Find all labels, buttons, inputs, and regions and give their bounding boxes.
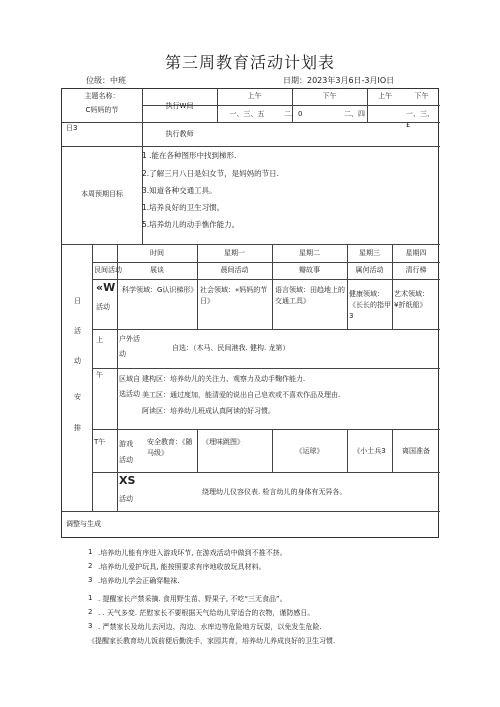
divider: [117, 244, 118, 511]
morning-fri: 清行梯: [405, 266, 427, 274]
exec-days-3: 二、四: [344, 110, 365, 118]
exec-days-4: 一、三、£: [406, 110, 434, 129]
divider: [92, 368, 440, 369]
morning-label: 艮间活动: [94, 266, 122, 274]
edu-label-2: 活动: [96, 303, 110, 311]
reminder-text: . . 天气多变. 茫慰家长不要根据天气给幼儿穿适合的衣物，谨防感日。: [98, 609, 315, 617]
side-label: 安: [74, 393, 81, 401]
outdoor-label: 户外活: [119, 335, 140, 343]
goal-item: 2.了解三月八日是妇女节，是妈妈的节日.: [142, 169, 280, 178]
am-label-2: 午: [96, 371, 103, 379]
game-wed: 《运球》: [295, 447, 324, 455]
area-label: 区域自: [119, 375, 140, 383]
divider: [92, 262, 440, 263]
weekday-header: 时间: [150, 249, 164, 257]
class-label: 位级：中班: [86, 76, 126, 85]
morning-mon: 展谈: [150, 266, 164, 274]
weekday-header: 星期三: [359, 249, 380, 257]
reminder-num: 3: [88, 622, 93, 630]
theme-name: C妈妈的节: [85, 106, 119, 114]
divider: [62, 122, 440, 123]
weekday-header: 星期二: [299, 249, 320, 257]
xs-text: 绕理幼儿仪容仪表. 检言幼儿的身体有无异各。: [202, 488, 347, 496]
weekday-header: 星期一: [224, 249, 245, 257]
divider: [92, 279, 440, 280]
area-label-2: 选活动: [119, 390, 140, 398]
reflection-text: .培养幼儿学会正确穿鞋袜.: [98, 577, 180, 585]
adjust-label: 调整与生成: [66, 520, 101, 528]
reflection-text: .培养幼儿爱护玩具, 能按照要求有序地收放玩具材料。: [98, 563, 266, 571]
morning-thu: 属何活动: [355, 266, 384, 274]
divider: [62, 146, 440, 147]
reflection-text: .培养幼儿能有序进入游戏环节, 在游戏活动中做到不推不挤。: [98, 549, 287, 557]
side-label: 动: [74, 357, 81, 365]
exec-days-2: 二、0: [284, 110, 303, 118]
edu-fri: 艺术领域：¥折纸船》: [394, 290, 429, 309]
divider: [92, 429, 440, 430]
am-label: 上: [96, 336, 103, 344]
side-label: 排: [74, 424, 81, 432]
exec-col-am1: 上午: [247, 92, 262, 100]
exec-col-am2: 上午: [378, 92, 392, 100]
divider: [92, 244, 93, 511]
edu-thu: 健康领域：《长长的指甲3: [349, 290, 391, 320]
morning-wed: 瓣故事: [299, 266, 320, 274]
reflection-num: 1: [88, 548, 93, 556]
morning-tue: 晨间活动: [220, 266, 249, 274]
reminder-text: . 严禁家长及幼儿去河边、沟边、水库边等危险地方玩耍，以免发生危险.: [98, 623, 322, 631]
theme-name-cont: 日3: [66, 124, 78, 132]
game-label-2: 活动: [119, 456, 133, 464]
reminder-text: . 提醒家长产禁采摘. 食用野生苗、野果子, 不吃“三无食品”。: [98, 595, 287, 603]
edu-tue: 社会领域：«妈妈的节日》: [200, 286, 268, 305]
game-thu: 《小土兵3: [353, 447, 386, 455]
reminder-num: 2: [88, 608, 93, 616]
exec-col-pm2: 下午: [414, 92, 429, 100]
goal-item: 1.培养良好的卫生习惯。: [142, 203, 225, 212]
exec-teacher-label: 执行教师: [165, 130, 194, 138]
weekday-header: 星期四: [405, 249, 427, 257]
side-label: 活: [74, 327, 81, 335]
page-title: 第三周教育活动计划表: [164, 53, 335, 72]
theme-label: 主题名称：: [84, 92, 120, 100]
divider: [92, 472, 440, 473]
reminder-text: 《提醒家长教育幼儿饭前便后勤洗手，家园共育，培养幼儿养成良好的卫生习惯.: [88, 637, 336, 645]
area-line: 美工区：通过度加，能清爱的说出自己皂欢或不喜欢作品及理由.: [142, 391, 341, 399]
goal-item: 1 .能在各种图形中找到梯形.: [142, 151, 237, 160]
goal-item: 3.知道各种交通工具。: [142, 186, 217, 195]
edu-label: «W: [96, 281, 116, 294]
reflection-num: 3: [88, 576, 93, 584]
game-mon: 安全教育：《随马级》: [147, 438, 193, 457]
outdoor-text: 自选：（木马、民间港我. 健构. 龙第）: [172, 344, 290, 352]
edu-mon: 科学领域：G认识梯形》: [122, 286, 198, 294]
exec-time-label: 执行W间: [165, 102, 194, 110]
goal-item: 5.培养幼儿的动手憔作能力。: [142, 220, 240, 229]
goals-label: 本周预期目标: [81, 190, 123, 198]
plan-table: [61, 88, 439, 538]
edu-wed: 语言领域：田趋地上的交通工具》: [275, 286, 345, 305]
reflection-num: 2: [88, 562, 93, 570]
pm-label: T午: [94, 438, 106, 446]
date-label: 日期：2023年3月6日-3月IO日: [283, 76, 395, 85]
game-tue: 《埋味跳图》: [202, 438, 244, 446]
exec-days-1: 一、三、五: [229, 110, 265, 118]
area-line: 阿读区：培养幼儿班成认真阿读的好习惯。: [142, 407, 275, 415]
exec-col-pm1: 下午: [322, 92, 337, 100]
outdoor-label-2: 动: [119, 350, 126, 358]
side-label: 日: [74, 297, 81, 305]
divider: [197, 429, 198, 472]
xs-label: XS: [119, 474, 136, 487]
game-fri: 离国准备: [402, 447, 430, 455]
game-label: 游戏: [119, 440, 133, 448]
reminder-num: 1: [88, 594, 93, 602]
area-line: 建构区：培养幼儿的关注力、观察力及动手麴作能力.: [142, 375, 306, 383]
divider: [92, 329, 440, 330]
divider: [62, 244, 440, 245]
divider: [62, 511, 440, 512]
xs-label-2: 活动: [119, 495, 133, 503]
